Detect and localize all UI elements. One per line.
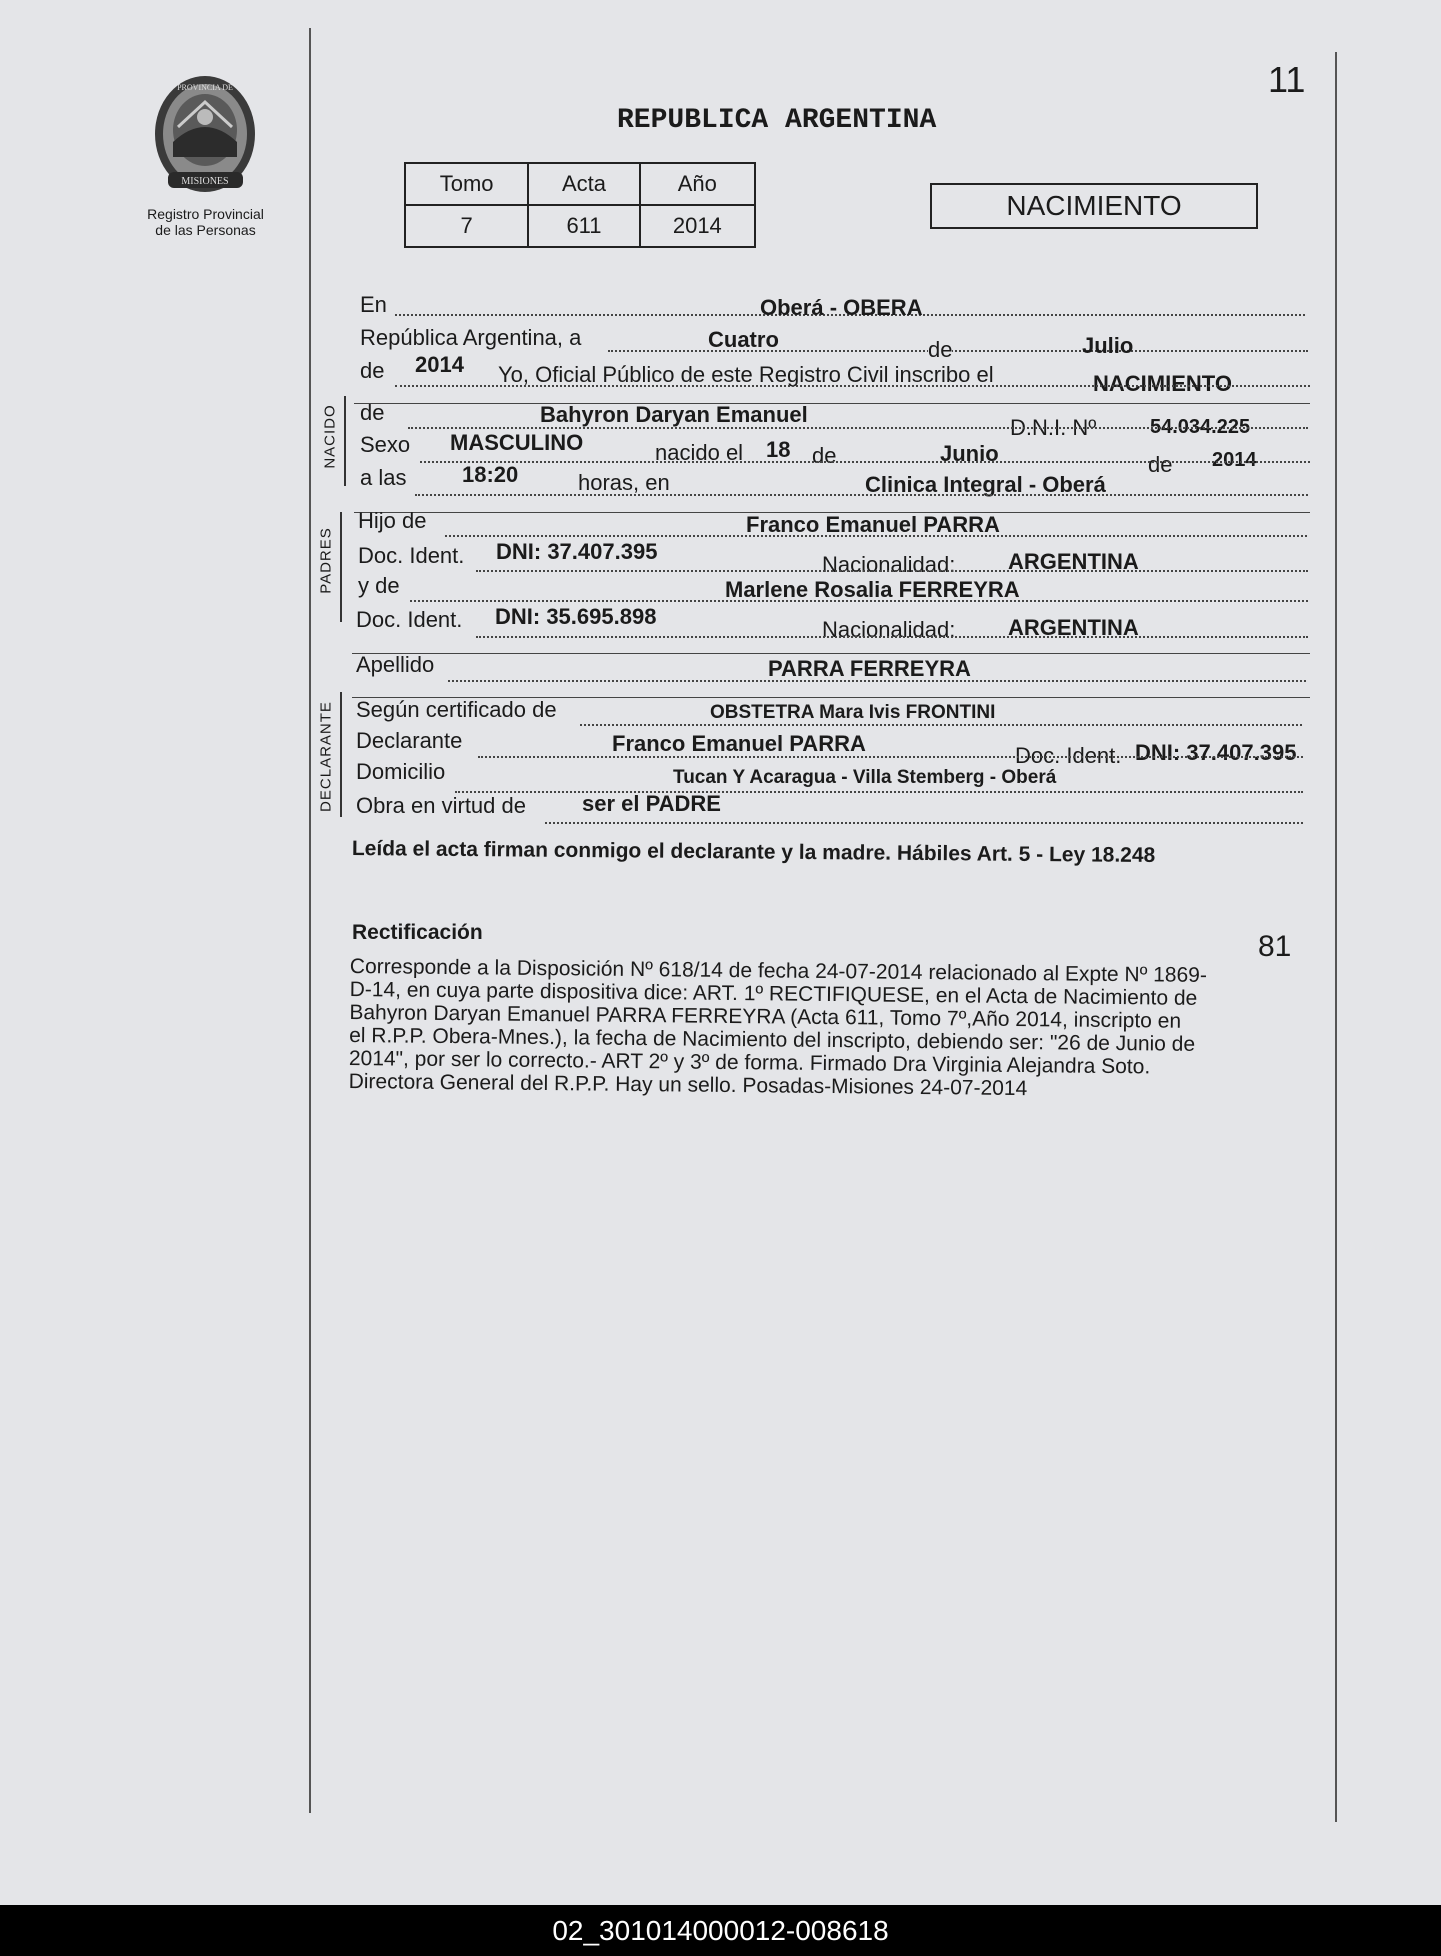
acta-value: 611: [528, 205, 639, 247]
label-nacido-el: nacido el: [655, 440, 744, 465]
divider-intro: [354, 403, 1310, 404]
value-obra: ser el PADRE: [582, 791, 721, 816]
value-declarante: Franco Emanuel PARRA: [612, 731, 866, 756]
tomo-header: Tomo: [405, 163, 528, 205]
record-type-box: NACIMIENTO: [930, 183, 1258, 229]
value-doc-padre: DNI: 37.407.395: [496, 539, 658, 564]
rectificacion-line-3: Bahyron Daryan Emanuel PARRA FERREYRA (Acta 611, Tomo 7º,Año 2014, inscripto en: [349, 1000, 1182, 1033]
rectificacion-line-5: 2014", por ser lo correcto.- ART 2º y 3º de forma. Firmado Dra Virginia Alejandra Soto.: [348, 1046, 1151, 1079]
label-republica: República Argentina, a: [360, 325, 582, 350]
section-label-declarante: DECLARANTE: [317, 701, 335, 812]
svg-text:MISIONES: MISIONES: [181, 176, 229, 187]
dots-nombre: [408, 427, 1308, 429]
dots-oficial: [395, 385, 1310, 387]
dots-doc-padre: [476, 570, 1308, 572]
dots-obra: [545, 822, 1303, 824]
rectificacion-line-1: Corresponde a la Disposición Nº 618/14 de fecha 24-07-2014 relacionado al Expte Nº 1869-: [349, 955, 1207, 987]
registry-name-line2: de las Personas: [155, 222, 256, 238]
rectificacion-line-2: D-14, en cuya parte dispositiva dice: ART. 1º RECTIFIQUESE, en el Acta de Nacimiento de: [349, 977, 1198, 1010]
value-dia: Cuatro: [708, 327, 779, 352]
label-doc-ident-madre: Doc. Ident.: [356, 607, 463, 632]
value-anio-nac: 2014: [1212, 449, 1257, 471]
acta-header: Acta: [528, 163, 639, 205]
value-doc-declarante: DNI: 37.407.395: [1135, 740, 1297, 765]
value-dia-nac: 18: [766, 437, 791, 462]
anio-value: 2014: [640, 205, 755, 247]
dots-doc-madre: [476, 636, 1308, 638]
label-domicilio: Domicilio: [356, 759, 446, 784]
dots-apellido: [448, 680, 1306, 682]
section-label-padres: PADRES: [317, 527, 335, 594]
dots-hora: [415, 494, 1308, 496]
label-de-nombre: de: [360, 400, 385, 425]
label-de-mes: de: [928, 337, 953, 362]
value-nac-padre: ARGENTINA: [1008, 549, 1139, 574]
label-segun-certificado: Según certificado de: [356, 697, 557, 722]
value-inscribe: NACIMIENTO: [1093, 371, 1232, 396]
right-margin-line: [1335, 52, 1337, 1822]
document-title: REPUBLICA ARGENTINA: [617, 105, 937, 136]
scan-id-footer: 02_301014000012-008618: [0, 1905, 1441, 1956]
label-nacionalidad-padre: Nacionalidad:: [822, 552, 956, 577]
record-reference-table: [404, 162, 756, 248]
label-en: En: [360, 292, 387, 317]
label-de-anio: de: [360, 358, 385, 383]
tomo-value: 7: [405, 205, 528, 247]
label-sexo: Sexo: [360, 432, 411, 457]
padres-section-bar: [340, 512, 342, 622]
dots-declarante: [478, 756, 1303, 758]
nacido-section-bar: [344, 396, 346, 486]
label-horas-en: horas, en: [578, 470, 670, 495]
label-hijo-de: Hijo de: [358, 508, 427, 533]
label-declarante: Declarante: [356, 728, 463, 753]
rectificacion-body: [349, 955, 1310, 1103]
provincial-seal-icon: [148, 72, 263, 202]
rectificacion-line-6: Directora General del R.P.P. Hay un sello. Posadas-Misiones 24-07-2014: [348, 1069, 1028, 1101]
left-margin-line: [309, 28, 311, 1813]
svg-text:PROVINCIA DE: PROVINCIA DE: [177, 83, 233, 92]
dots-madre: [410, 600, 1308, 602]
value-nac-madre: ARGENTINA: [1008, 615, 1139, 640]
value-padre: Franco Emanuel PARRA: [746, 512, 1000, 537]
label-doc-ident-padre: Doc. Ident.: [358, 543, 465, 568]
value-domicilio: Tucan Y Acaragua - Villa Stemberg - Oberá: [673, 767, 1057, 788]
label-dni: D.N.I. Nº: [1010, 415, 1097, 440]
registry-name-line1: Registro Provincial: [147, 206, 264, 222]
closing-statement: Leída el acta firman conmigo el declarante y la madre. Hábiles Art. 5 - Ley 18.248: [351, 836, 1156, 868]
value-anio: 2014: [415, 352, 464, 377]
dots-certificado: [580, 724, 1302, 726]
anio-header: Año: [640, 163, 755, 205]
dots-padre: [445, 535, 1307, 537]
divider-padres: [352, 653, 1310, 654]
value-madre: Marlene Rosalia FERREYRA: [725, 577, 1020, 602]
label-apellido: Apellido: [356, 652, 435, 677]
page-number: 11: [1268, 59, 1306, 100]
value-dni: 54.034.225: [1150, 416, 1251, 438]
label-y-de: y de: [358, 573, 400, 598]
value-doc-madre: DNI: 35.695.898: [495, 604, 657, 629]
value-hora: 18:20: [462, 462, 519, 487]
rectificacion-line-4: el R.P.P. Obera-Mnes.), la fecha de Nacimiento del inscripto, debiendo ser: "26 de Junio de: [349, 1023, 1196, 1056]
label-de-anio-nac: de: [1148, 452, 1173, 477]
value-sexo: MASCULINO: [450, 430, 584, 455]
label-nacionalidad-madre: Nacionalidad:: [822, 617, 956, 642]
label-obra-en-virtud: Obra en virtud de: [356, 793, 526, 818]
label-doc-ident-declarante: Doc. Ident.: [1015, 743, 1122, 768]
label-de-mes-nac: de: [812, 443, 837, 468]
value-localidad: Oberá - OBERA: [760, 295, 923, 320]
value-apellido: PARRA FERREYRA: [768, 656, 971, 681]
declarante-section-bar: [340, 692, 342, 817]
value-nombre: Bahyron Daryan Emanuel: [540, 402, 808, 427]
label-a-las: a las: [360, 465, 407, 490]
value-mes-nac: Junio: [940, 441, 999, 466]
rectificacion-number: 81: [1258, 930, 1292, 963]
value-mes: Julio: [1082, 333, 1134, 358]
section-label-nacido: NACIDO: [321, 404, 339, 469]
value-lugar: Clinica Integral - Oberá: [865, 472, 1106, 497]
value-certificado: OBSTETRA Mara Ivis FRONTINI: [710, 702, 996, 723]
label-oficial: Yo, Oficial Público de este Registro Civil inscribo el: [498, 362, 994, 387]
dots-sexo: [420, 461, 1310, 463]
rectificacion-heading: Rectificación: [352, 921, 483, 944]
